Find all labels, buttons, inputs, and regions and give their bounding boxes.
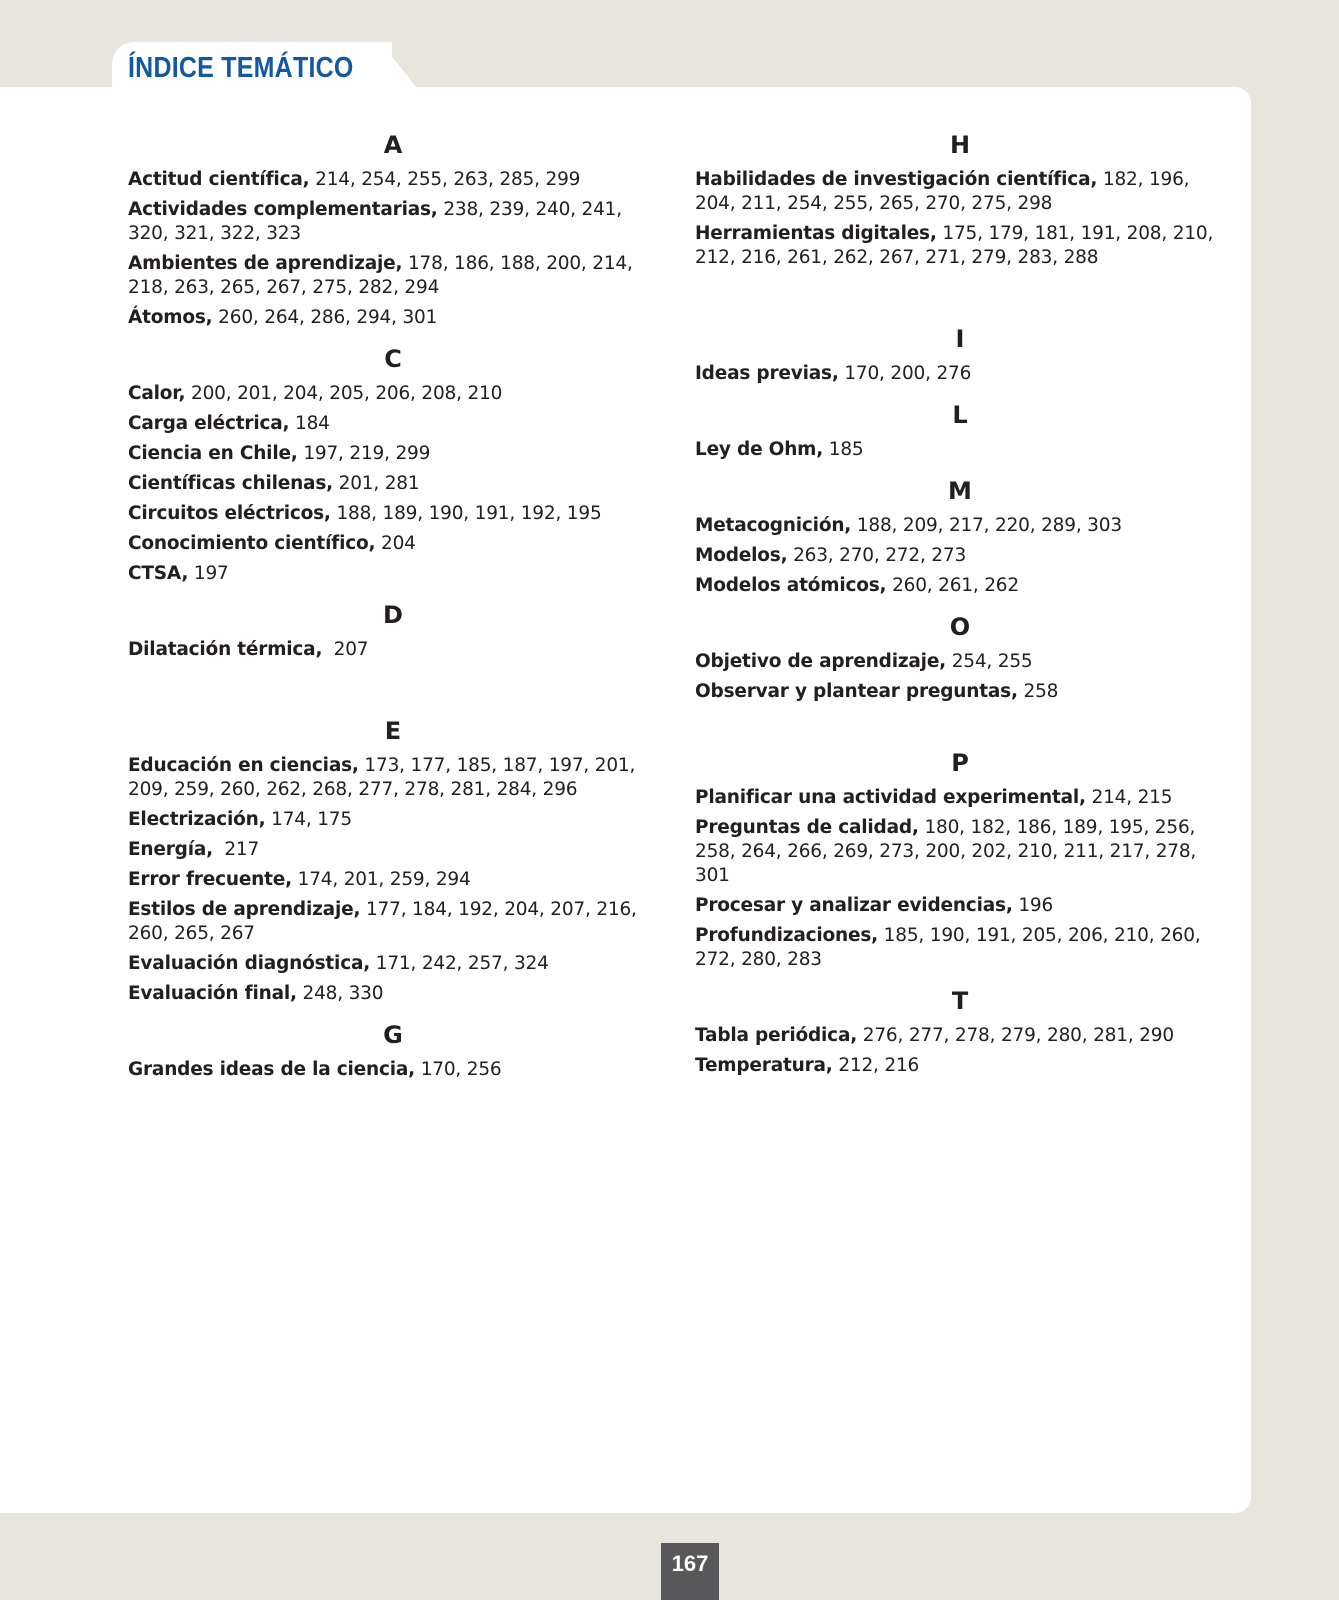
- entry-term: Ambientes de aprendizaje,: [128, 253, 403, 274]
- entry-pages: 180, 182, 186, 189, 195, 256, 258, 264, 266, 269, 273, 200, 202, 210, 211, 217, 278, 301: [695, 817, 1197, 886]
- entry-pages: 263, 270, 272, 273: [787, 545, 967, 566]
- entry-pages: 182, 196, 204, 211, 254, 255, 265, 270, 275, 298: [695, 169, 1190, 214]
- letter-heading: O: [949, 613, 971, 641]
- entry-term: Objetivo de aprendizaje,: [695, 651, 947, 672]
- entry-term: Metacognición,: [695, 515, 852, 536]
- index-entry: [695, 680, 1225, 704]
- entry-pages: 212, 216: [832, 1055, 920, 1076]
- entry-pages: 184: [289, 413, 330, 434]
- entry-term: Procesar y analizar evidencias,: [695, 895, 1013, 916]
- index-entry: [128, 898, 658, 946]
- entry-pages: 214, 254, 255, 263, 285, 299: [309, 169, 581, 190]
- letter-heading: L: [952, 401, 968, 429]
- entry-pages: 260, 261, 262: [886, 575, 1019, 596]
- page-title: ÍNDICE TEMÁTICO: [128, 52, 354, 84]
- index-entry: [128, 1058, 658, 1082]
- entry-term: CTSA,: [128, 563, 189, 584]
- entry-term: Evaluación final,: [128, 983, 297, 1004]
- entry-pages: 174, 201, 259, 294: [291, 869, 471, 890]
- index-entry: [128, 562, 658, 586]
- entry-pages: 178, 186, 188, 200, 214, 218, 263, 265, 267, 275, 282, 294: [128, 253, 633, 298]
- index-entry: [128, 412, 658, 436]
- entry-term: Electrización,: [128, 809, 266, 830]
- letter-group-i: [695, 324, 1225, 386]
- index-entry: [128, 532, 658, 556]
- entry-pages: 175, 179, 181, 191, 208, 210, 212, 216, 261, 262, 267, 271, 279, 283, 288: [695, 223, 1214, 268]
- entry-pages: 170, 256: [415, 1059, 502, 1080]
- index-entry: [695, 574, 1225, 598]
- index-entry: [695, 816, 1225, 888]
- entry-pages: 185: [823, 439, 864, 460]
- entry-pages: 207: [322, 639, 369, 660]
- entry-pages: 174, 175: [265, 809, 352, 830]
- entry-pages: 197, 219, 299: [297, 443, 431, 464]
- index-entry: [128, 952, 658, 976]
- entry-pages: 170, 200, 276: [838, 363, 972, 384]
- letter-group-p: [695, 748, 1225, 972]
- entry-pages: 204: [375, 533, 416, 554]
- index-entry: [695, 786, 1225, 810]
- letter-heading: H: [949, 131, 971, 159]
- index-entry: [128, 808, 658, 832]
- index-entry: [695, 924, 1225, 972]
- entry-pages: 200, 201, 204, 205, 206, 208, 210: [185, 383, 503, 404]
- index-column-right: [695, 130, 1225, 1084]
- letter-group-c: [128, 344, 658, 586]
- entry-pages: 254, 255: [946, 651, 1033, 672]
- entry-pages: 188, 209, 217, 220, 289, 303: [851, 515, 1122, 536]
- letter-heading: D: [383, 601, 403, 629]
- entry-pages: 248, 330: [296, 983, 384, 1004]
- index-entry: [695, 222, 1225, 270]
- entry-pages: 173, 177, 185, 187, 197, 201, 209, 259, 260, 262, 268, 277, 278, 281, 284, 296: [128, 755, 636, 800]
- index-entry: [128, 502, 658, 526]
- entry-term: Habilidades de investigación científica,: [695, 169, 1098, 190]
- index-entry: [128, 382, 658, 406]
- entry-term: Actividades complementarias,: [128, 199, 438, 220]
- entry-term: Tabla periódica,: [695, 1025, 858, 1046]
- entry-term: Observar y plantear preguntas,: [695, 681, 1018, 702]
- letter-group-o: [695, 612, 1225, 704]
- entry-term: Átomos,: [128, 307, 213, 328]
- index-entry: [128, 442, 658, 466]
- letter-heading: M: [948, 477, 972, 505]
- index-entry: [128, 838, 658, 862]
- letter-group-g: [128, 1020, 658, 1082]
- title-tab-slope: [350, 42, 420, 102]
- index-entry: [128, 868, 658, 892]
- entry-term: Profundizaciones,: [695, 925, 878, 946]
- entry-pages: 217: [212, 839, 260, 860]
- letter-group-d: [128, 600, 658, 662]
- index-entry: [695, 514, 1225, 538]
- entry-pages: 201, 281: [332, 473, 420, 494]
- entry-term: Planificar una actividad experimental,: [695, 787, 1086, 808]
- entry-term: Preguntas de calidad,: [695, 817, 919, 838]
- entry-term: Carga eléctrica,: [128, 413, 290, 434]
- letter-group-m: [695, 476, 1225, 598]
- entry-pages: 185, 190, 191, 205, 206, 210, 260, 272, 280, 283: [695, 925, 1201, 970]
- entry-pages: 171, 242, 257, 324: [370, 953, 549, 974]
- entry-pages: 238, 239, 240, 241, 320, 321, 322, 323: [128, 199, 622, 244]
- letter-group-t: [695, 986, 1225, 1078]
- entry-term: Ideas previas,: [695, 363, 839, 384]
- entry-pages: 196: [1012, 895, 1054, 916]
- entry-term: Estilos de aprendizaje,: [128, 899, 361, 920]
- letter-group-e: [128, 716, 658, 1006]
- entry-term: Herramientas digitales,: [695, 223, 937, 244]
- letter-heading: C: [384, 345, 402, 373]
- entry-pages: 197: [188, 563, 229, 584]
- index-entry: [128, 252, 658, 300]
- index-entry: [695, 362, 1225, 386]
- index-column-left: [128, 130, 658, 1088]
- index-entry: [695, 168, 1225, 216]
- letter-group-h: [695, 130, 1225, 270]
- letter-heading: G: [383, 1021, 403, 1049]
- letter-group-l: [695, 400, 1225, 462]
- entry-term: Calor,: [128, 383, 186, 404]
- letter-heading: P: [951, 749, 969, 777]
- index-entry: [128, 168, 658, 192]
- entry-term: Ciencia en Chile,: [128, 443, 298, 464]
- index-entry: [128, 754, 658, 802]
- letter-heading: E: [384, 717, 402, 745]
- entry-pages: 276, 277, 278, 279, 280, 281, 290: [857, 1025, 1174, 1046]
- entry-term: Ley de Ohm,: [695, 439, 824, 460]
- index-entry: [128, 638, 658, 662]
- entry-pages: 258: [1017, 681, 1059, 702]
- index-entry: [128, 306, 658, 330]
- entry-term: Evaluación diagnóstica,: [128, 953, 371, 974]
- entry-term: Circuitos eléctricos,: [128, 503, 331, 524]
- index-entry: [695, 438, 1225, 462]
- entry-term: Grandes ideas de la ciencia,: [128, 1059, 416, 1080]
- entry-term: Actitud científica,: [128, 169, 310, 190]
- letter-group-a: [128, 130, 658, 330]
- entry-pages: 214, 215: [1085, 787, 1173, 808]
- entry-term: Modelos,: [695, 545, 788, 566]
- index-entry: [128, 982, 658, 1006]
- entry-pages: 177, 184, 192, 204, 207, 216, 260, 265, 267: [128, 899, 637, 944]
- index-entry: [695, 544, 1225, 568]
- index-entry: [128, 198, 658, 246]
- index-entry: [128, 472, 658, 496]
- index-entry: [695, 1024, 1225, 1048]
- index-entry: [695, 894, 1225, 918]
- entry-term: Educación en ciencias,: [128, 755, 359, 776]
- letter-heading: A: [383, 131, 403, 159]
- index-entry: [695, 1054, 1225, 1078]
- entry-pages: 188, 189, 190, 191, 192, 195: [330, 503, 602, 524]
- entry-term: Temperatura,: [695, 1055, 833, 1076]
- entry-term: Modelos atómicos,: [695, 575, 887, 596]
- page-number: 167: [661, 1543, 719, 1600]
- entry-term: Científicas chilenas,: [128, 473, 333, 494]
- entry-term: Dilatación térmica,: [128, 639, 323, 660]
- letter-heading: T: [951, 987, 969, 1015]
- entry-pages: 260, 264, 286, 294, 301: [212, 307, 438, 328]
- entry-term: Conocimiento científico,: [128, 533, 376, 554]
- index-entry: [695, 650, 1225, 674]
- letter-heading: I: [955, 325, 965, 353]
- entry-term: Error frecuente,: [128, 869, 292, 890]
- entry-term: Energía,: [128, 839, 213, 860]
